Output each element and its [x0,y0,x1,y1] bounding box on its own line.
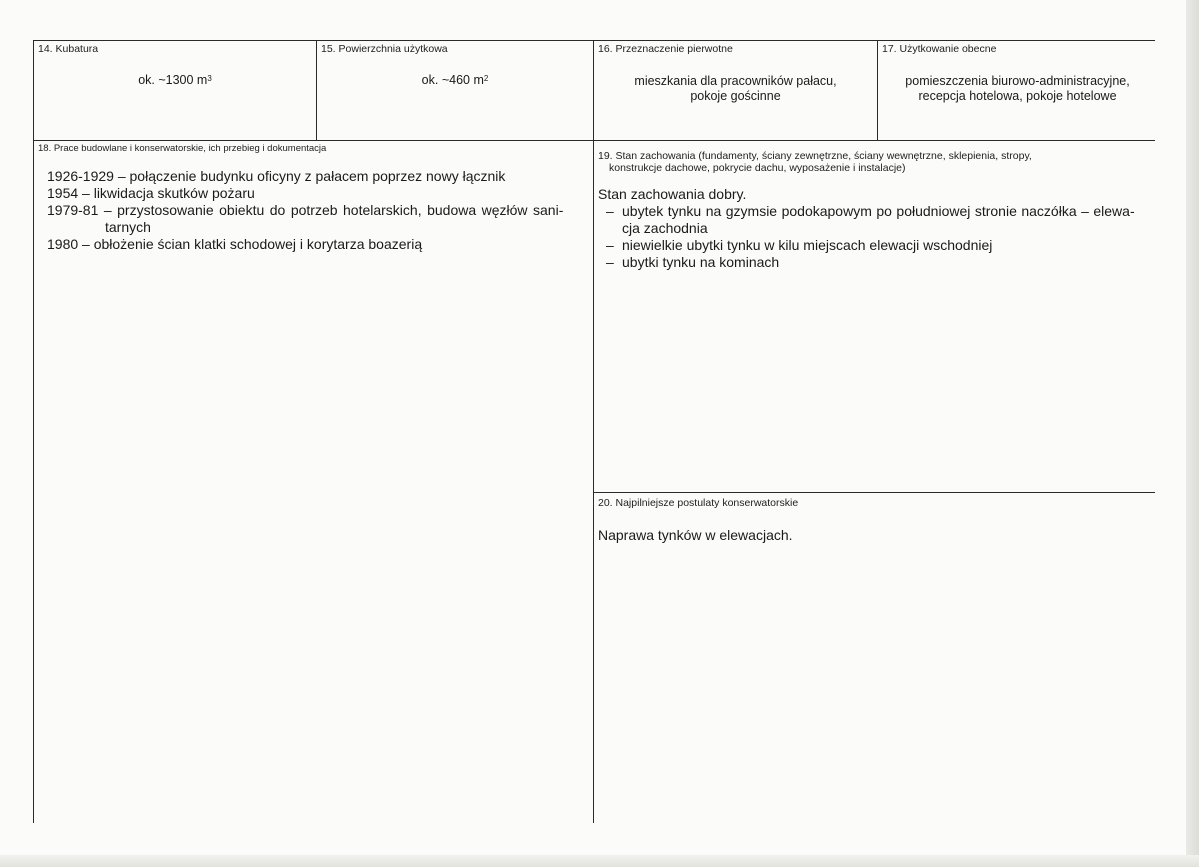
field19-list-item [598,237,1148,254]
left-border [33,40,34,823]
field16-value [594,74,877,104]
field18-entry-continuation: tarnych [105,219,151,235]
field18-entry: 1954 – likwidacja skutków pożaru [47,185,255,201]
field20-value: Naprawa tynków w elewacjach. [598,527,793,543]
field19-dash: – [606,203,614,219]
field19-label-line2: konstrukcje dachowe, pokrycie dachu, wyposażenie i instalacje) [609,162,906,174]
field17-value [880,74,1155,104]
field19-item-text: ubytek tynku na gzymsie podokapowym po południowej stronie naczółka – elewa- [622,203,1135,219]
field19-label [598,150,1032,174]
scan-edge-bottom [0,855,1199,867]
field17-label: 17. Użytkowanie obecne [882,43,997,55]
field14-label: 14. Kubatura [38,43,99,55]
field19-list-item [598,203,1148,220]
field14-value-text: ok. ~1300 m [138,73,208,87]
field17-value-line: recepcja hotelowa, pokoje hotelowe [918,89,1117,103]
center-divider [593,40,594,823]
field18-entry: 1926-1929 – połączenie budynku oficyny z pałacem poprzez nowy łącznik [47,168,506,184]
field17-value-line: pomieszczenia biurowo-administracyjne, [905,74,1130,88]
field16-label: 16. Przeznaczenie pierwotne [598,43,733,55]
col-divider-14-15 [316,40,317,140]
field14-value-sup: 3 [207,74,212,83]
field19-item-continuation: cja zachodnia [622,220,708,236]
field19-item-text: niewielkie ubytki tynku w kilu miejscach elewacji wschodniej [622,237,993,253]
field16-value-line: pokoje gościnne [690,89,781,103]
row1-bottom-border [33,140,1155,141]
field19-item-text: ubytki tynku na kominach [622,254,780,270]
field20-top-border [594,492,1155,493]
field15-value [317,73,593,88]
field15-value-sup: 2 [483,74,489,83]
field19-summary: Stan zachowania dobry. [598,186,747,202]
col-divider-16-17 [877,40,878,140]
field18-entry: 1980 – obłożenie ścian klatki schodowej i korytarza boazerią [47,236,423,252]
field20-label: 20. Najpilniejsze postulaty konserwatorskie [598,497,799,509]
field14-value [34,73,316,88]
field18-entry: 1979-81 – przystosowanie obiektu do potrzeb hotelarskich, budowa węzłów sani- [47,202,564,218]
field18-content [47,168,580,253]
field19-list-item [598,254,1148,271]
field19-label-line1: 19. Stan zachowania (fundamenty, ściany zewnętrzne, ściany wewnętrzne, sklepienia, stropy, [598,150,1032,162]
field18-label: 18. Prace budowlane i konserwatorskie, ich przebieg i dokumentacja [38,143,327,154]
field15-value-text: ok. ~460 m [421,73,484,87]
field19-content [598,186,1148,271]
field16-value-line: mieszkania dla pracowników pałacu, [634,74,837,88]
top-border [33,40,1155,41]
field19-dash: – [606,254,614,270]
scan-edge-right [1186,0,1199,867]
field19-dash: – [606,237,614,253]
field15-label: 15. Powierzchnia użytkowa [321,43,448,55]
